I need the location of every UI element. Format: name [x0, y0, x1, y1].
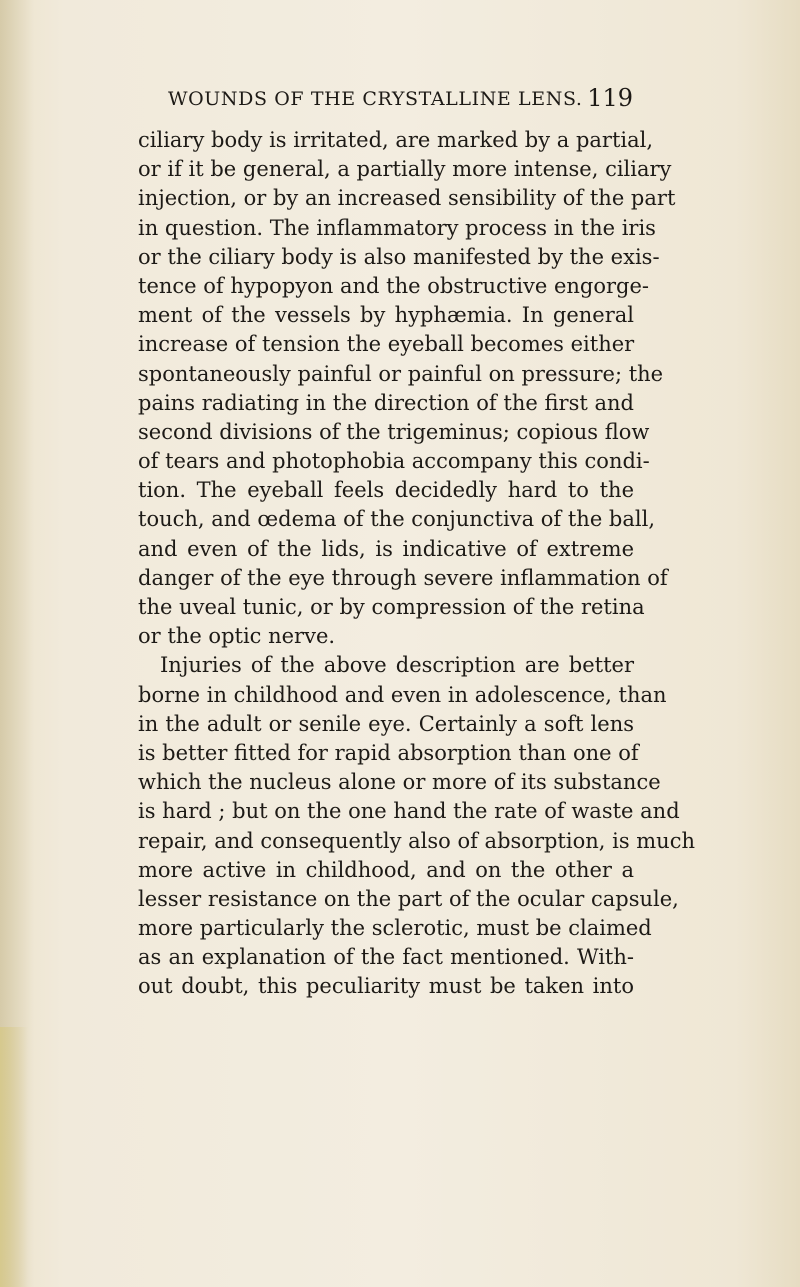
text-line: danger of the eye through severe inflammation of [138, 565, 668, 590]
text-line: more active in childhood, and on the other a [138, 857, 634, 882]
text-line: tence of hypopyon and the obstructive engorge- [138, 273, 649, 298]
text-line: pains radiating in the direction of the first and [138, 390, 634, 415]
text-line: in question. The inflammatory process in the iris [138, 215, 656, 240]
text-line: the uveal tunic, or by compression of the retina [138, 595, 645, 619]
text-line: in the adult or senile eye. Certainly a soft lens [138, 711, 634, 736]
text-line: tion. The eyeball feels decidedly hard to the [138, 478, 634, 503]
text-line: injection, or by an increased sensibility of the part [138, 186, 676, 211]
text-line: lesser resistance on the part of the ocular capsule, [138, 886, 679, 911]
body-text [138, 126, 695, 1002]
text-line: borne in childhood and even in adolescence, than [138, 682, 667, 707]
running-title: WOUNDS OF THE CRYSTALLINE LENS. [168, 88, 583, 110]
text-line: or the ciliary body is also manifested by the exis- [138, 244, 660, 269]
text-line: spontaneously painful or painful on pressure; the [138, 361, 664, 386]
text-line: more particularly the sclerotic, must be claimed [138, 916, 652, 941]
text-line: and even of the lids, is indicative of extreme [138, 536, 634, 561]
running-head [168, 84, 633, 112]
text-line: increase of tension the eyeball becomes either [138, 332, 635, 357]
text-line: which the nucleus alone or more of its substance [138, 770, 661, 795]
text-line: or if it be general, a partially more intense, ciliary [138, 157, 672, 182]
text-line: repair, and consequently also of absorption, is much [138, 828, 695, 853]
text-line: ment of the vessels by hyphæmia. In general [138, 303, 634, 328]
page-edge-discoloration [0, 1027, 28, 1287]
text-line: is hard ; but on the one hand the rate of waste and [138, 799, 680, 824]
text-line: or the optic nerve. [138, 624, 336, 649]
text-line: touch, and œdema of the conjunctiva of the ball, [138, 507, 656, 532]
text-line: as an explanation of the fact mentioned. With- [138, 945, 634, 970]
text-line: ciliary body is irritated, are marked by a partial, [138, 128, 654, 152]
text-line: is better fitted for rapid absorption than one of [138, 740, 639, 765]
text-line: of tears and photophobia accompany this condi- [138, 449, 650, 474]
paragraph-start-line: Injuries of the above description are better [160, 653, 634, 678]
text-line: second divisions of the trigeminus; copious flow [138, 419, 650, 444]
text-line: out doubt, this peculiarity must be taken into [138, 974, 634, 999]
page-number: 119 [587, 84, 633, 112]
